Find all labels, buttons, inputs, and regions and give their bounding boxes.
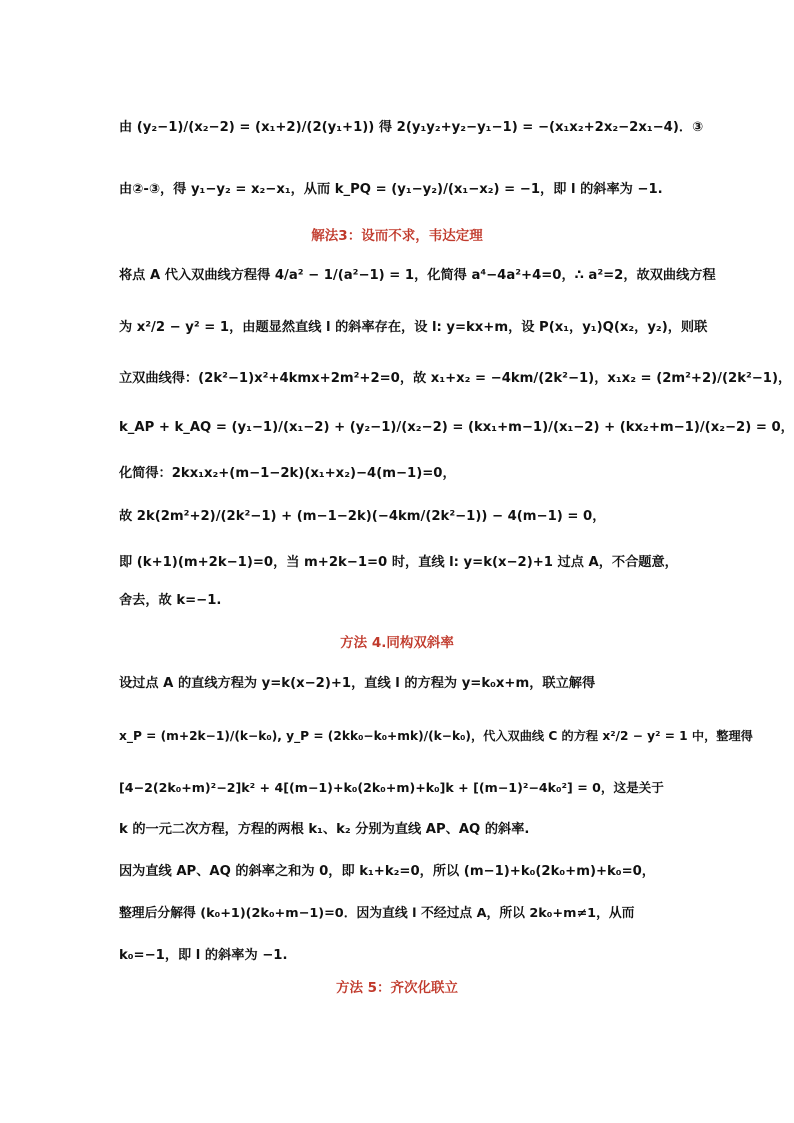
text-line-11: 设过点 A 的直线方程为 y=k(x−2)+1，直线 l 的方程为 y=k₀x+m，联立解得 xyxy=(119,676,596,691)
text-line-1: 由 (y₂−1)/(x₂−2) = (x₁+2)/(2(y₁+1)) 得 2(y₁y₂+y₂−y₁−1) = −(x₁x₂+2x₂−2x₁−4)．③ xyxy=(119,120,704,135)
section-heading-method-4: 方法 4.同构双斜率 xyxy=(340,635,454,651)
text-line-15: 因为直线 AP、AQ 的斜率之和为 0，即 k₁+k₂=0，所以 (m−1)+k₀(2k₀+m)+k₀=0， xyxy=(119,864,655,879)
text-line-4: 为 x²/2 − y² = 1，由题显然直线 l 的斜率存在，设 l: y=kx+m，设 P(x₁，y₁)Q(x₂，y₂)，则联 xyxy=(119,320,708,335)
text-line-7: 化简得：2kx₁x₂+(m−1−2k)(x₁+x₂)−4(m−1)=0， xyxy=(119,466,456,481)
section-heading-method-3: 解法3：设而不求，韦达定理 xyxy=(311,228,483,244)
text-line-9: 即 (k+1)(m+2k−1)=0，当 m+2k−1=0 时，直线 l: y=k(x−2)+1 过点 A，不合题意， xyxy=(119,555,678,570)
text-line-5: 立双曲线得：(2k²−1)x²+4kmx+2m²+2=0，故 x₁+x₂ = −4km/(2k²−1)，x₁x₂ = (2m²+2)/(2k²−1)， xyxy=(119,371,792,386)
text-line-6: k_AP + k_AQ = (y₁−1)/(x₁−2) + (y₂−1)/(x₂−2) = (kx₁+m−1)/(x₁−2) + (kx₂+m−1)/(x₂−2) = 0， xyxy=(119,420,794,435)
text-line-8: 故 2k(2m²+2)/(2k²−1) + (m−1−2k)(−4km/(2k²−1)) − 4(m−1) = 0， xyxy=(119,509,606,524)
text-line-10: 舍去，故 k=−1. xyxy=(119,593,222,608)
text-line-2: 由②-③，得 y₁−y₂ = x₂−x₁，从而 k_PQ = (y₁−y₂)/(x₁−x₂) = −1，即 l 的斜率为 −1. xyxy=(119,182,663,197)
section-heading-method-5: 方法 5：齐次化联立 xyxy=(335,980,459,996)
text-line-16: 整理后分解得 (k₀+1)(2k₀+m−1)=0．因为直线 l 不经过点 A，所以 2k₀+m≠1，从而 xyxy=(119,906,635,921)
text-line-12: x_P = (m+2k−1)/(k−k₀), y_P = (2kk₀−k₀+mk)/(k−k₀)，代入双曲线 C 的方程 x²/2 − y² = 1 中，整理得 xyxy=(119,729,753,743)
text-line-3: 将点 A 代入双曲线方程得 4/a² − 1/(a²−1) = 1，化简得 a⁴−4a²+4=0，∴ a²=2，故双曲线方程 xyxy=(119,268,716,283)
text-line-14: k 的一元二次方程，方程的两根 k₁、k₂ 分别为直线 AP、AQ 的斜率. xyxy=(119,822,530,837)
text-line-17: k₀=−1，即 l 的斜率为 −1. xyxy=(119,948,288,963)
text-line-13: [4−2(2k₀+m)²−2]k² + 4[(m−1)+k₀(2k₀+m)+k₀]k + [(m−1)²−4k₀²] = 0，这是关于 xyxy=(119,780,664,795)
